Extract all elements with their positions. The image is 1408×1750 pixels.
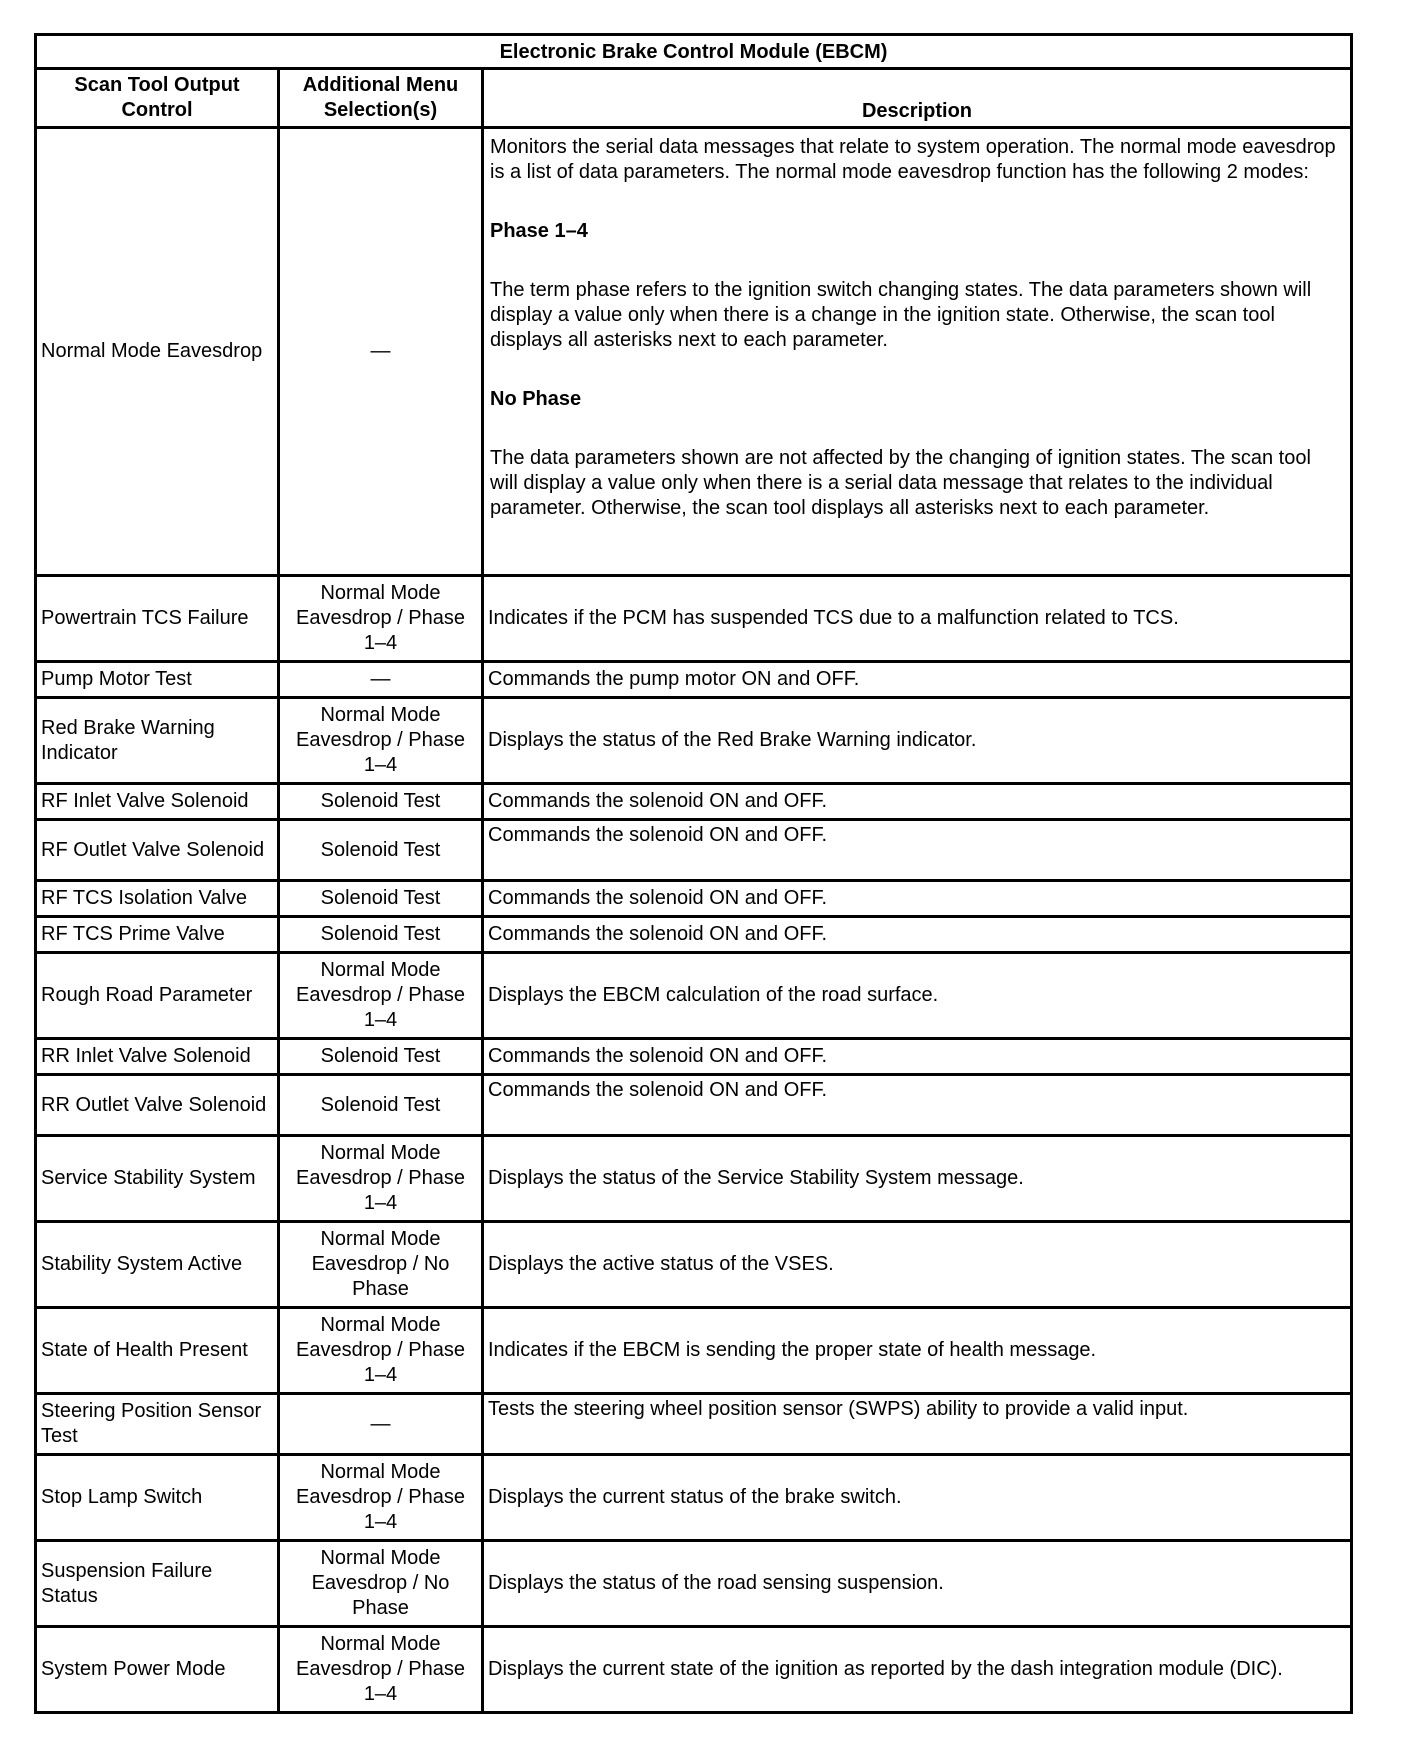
cell-control: Normal Mode Eavesdrop	[36, 128, 279, 576]
cell-description: Displays the active status of the VSES.	[483, 1222, 1352, 1308]
cell-menu: Normal Mode Eavesdrop / Phase 1–4	[279, 576, 483, 662]
cell-menu: Solenoid Test	[279, 1039, 483, 1075]
cell-menu: Normal Mode Eavesdrop / No Phase	[279, 1541, 483, 1627]
table-row	[36, 1394, 1352, 1455]
cell-control: Suspension Failure Status	[36, 1541, 279, 1627]
cell-description: Commands the solenoid ON and OFF.	[483, 820, 1352, 881]
cell-menu: Solenoid Test	[279, 820, 483, 881]
table-row	[36, 953, 1352, 1039]
table-row	[36, 1455, 1352, 1541]
ebcm-table	[34, 33, 1353, 1714]
cell-menu: Normal Mode Eavesdrop / Phase 1–4	[279, 953, 483, 1039]
table-row	[36, 917, 1352, 953]
table-row-normal-mode-eavesdrop	[36, 128, 1352, 576]
table-row	[36, 1308, 1352, 1394]
table-header-row	[36, 69, 1352, 128]
table-row	[36, 1541, 1352, 1627]
cell-control: RF Inlet Valve Solenoid	[36, 784, 279, 820]
cell-menu: Normal Mode Eavesdrop / Phase 1–4	[279, 1455, 483, 1541]
cell-control: Powertrain TCS Failure	[36, 576, 279, 662]
cell-control: RF Outlet Valve Solenoid	[36, 820, 279, 881]
table-row	[36, 820, 1352, 881]
description-intro: Monitors the serial data messages that relate to system operation. The normal mode eavesdrop is a list of data parameters. The normal mode eavesdrop function has the following 2 modes:	[490, 136, 1336, 183]
cell-menu: Solenoid Test	[279, 1075, 483, 1136]
table-title-row	[36, 35, 1352, 69]
cell-description	[483, 128, 1352, 576]
cell-control: RR Inlet Valve Solenoid	[36, 1039, 279, 1075]
table-row	[36, 1039, 1352, 1075]
cell-description: Indicates if the PCM has suspended TCS due to a malfunction related to TCS.	[483, 576, 1352, 662]
cell-control: RF TCS Isolation Valve	[36, 881, 279, 917]
cell-description: Commands the solenoid ON and OFF.	[483, 784, 1352, 820]
cell-menu: Normal Mode Eavesdrop / Phase 1–4	[279, 698, 483, 784]
cell-description: Displays the status of the road sensing suspension.	[483, 1541, 1352, 1627]
cell-control: RF TCS Prime Valve	[36, 917, 279, 953]
cell-description: Displays the EBCM calculation of the road surface.	[483, 953, 1352, 1039]
cell-control: Stability System Active	[36, 1222, 279, 1308]
table-row	[36, 1222, 1352, 1308]
cell-description: Tests the steering wheel position sensor (SWPS) ability to provide a valid input.	[483, 1394, 1352, 1455]
table-row	[36, 784, 1352, 820]
cell-menu: Solenoid Test	[279, 917, 483, 953]
cell-menu: —	[279, 662, 483, 698]
cell-description: Commands the solenoid ON and OFF.	[483, 1039, 1352, 1075]
cell-description: Commands the solenoid ON and OFF.	[483, 1075, 1352, 1136]
cell-control: Rough Road Parameter	[36, 953, 279, 1039]
table-row	[36, 698, 1352, 784]
table-row	[36, 662, 1352, 698]
table-row	[36, 1136, 1352, 1222]
no-phase-text: The data parameters shown are not affected by the changing of ignition states. The scan tool will display a value only when there is a serial data message that relates to the individual parameter. Otherwise, the scan tool displays all asterisks next to each parameter.	[490, 447, 1311, 519]
cell-control: Pump Motor Test	[36, 662, 279, 698]
cell-menu: —	[279, 1394, 483, 1455]
cell-menu: Normal Mode Eavesdrop / Phase 1–4	[279, 1308, 483, 1394]
cell-menu: Normal Mode Eavesdrop / Phase 1–4	[279, 1136, 483, 1222]
cell-menu: Solenoid Test	[279, 784, 483, 820]
table-row	[36, 881, 1352, 917]
cell-control: RR Outlet Valve Solenoid	[36, 1075, 279, 1136]
no-phase-heading: No Phase	[490, 388, 582, 410]
cell-control: State of Health Present	[36, 1308, 279, 1394]
header-scan-tool-output-control: Scan Tool Output Control	[36, 69, 279, 128]
cell-description: Displays the status of the Service Stability System message.	[483, 1136, 1352, 1222]
cell-control: Steering Position Sensor Test	[36, 1394, 279, 1455]
phase-heading: Phase 1–4	[490, 220, 588, 242]
cell-description: Displays the status of the Red Brake Warning indicator.	[483, 698, 1352, 784]
table-row	[36, 1075, 1352, 1136]
cell-control: Stop Lamp Switch	[36, 1455, 279, 1541]
cell-control: System Power Mode	[36, 1627, 279, 1713]
header-description: Description	[483, 69, 1352, 128]
cell-description: Commands the solenoid ON and OFF.	[483, 917, 1352, 953]
cell-description: Commands the solenoid ON and OFF.	[483, 881, 1352, 917]
cell-description: Indicates if the EBCM is sending the proper state of health message.	[483, 1308, 1352, 1394]
header-additional-menu-selections: Additional Menu Selection(s)	[279, 69, 483, 128]
table-row	[36, 1627, 1352, 1713]
cell-description: Commands the pump motor ON and OFF.	[483, 662, 1352, 698]
cell-control: Red Brake Warning Indicator	[36, 698, 279, 784]
ebcm-document	[34, 33, 1350, 1714]
cell-menu: Solenoid Test	[279, 881, 483, 917]
phase-text: The term phase refers to the ignition switch changing states. The data parameters shown will display a value only when there is a change in the ignition state. Otherwise, the scan tool displays all asterisks next to each parameter.	[490, 279, 1312, 351]
cell-menu: Normal Mode Eavesdrop / No Phase	[279, 1222, 483, 1308]
cell-menu: —	[279, 128, 483, 576]
table-row	[36, 576, 1352, 662]
cell-description: Displays the current state of the ignition as reported by the dash integration module (DIC).	[483, 1627, 1352, 1713]
table-title: Electronic Brake Control Module (EBCM)	[36, 35, 1352, 69]
cell-menu: Normal Mode Eavesdrop / Phase 1–4	[279, 1627, 483, 1713]
cell-description: Displays the current status of the brake switch.	[483, 1455, 1352, 1541]
cell-control: Service Stability System	[36, 1136, 279, 1222]
